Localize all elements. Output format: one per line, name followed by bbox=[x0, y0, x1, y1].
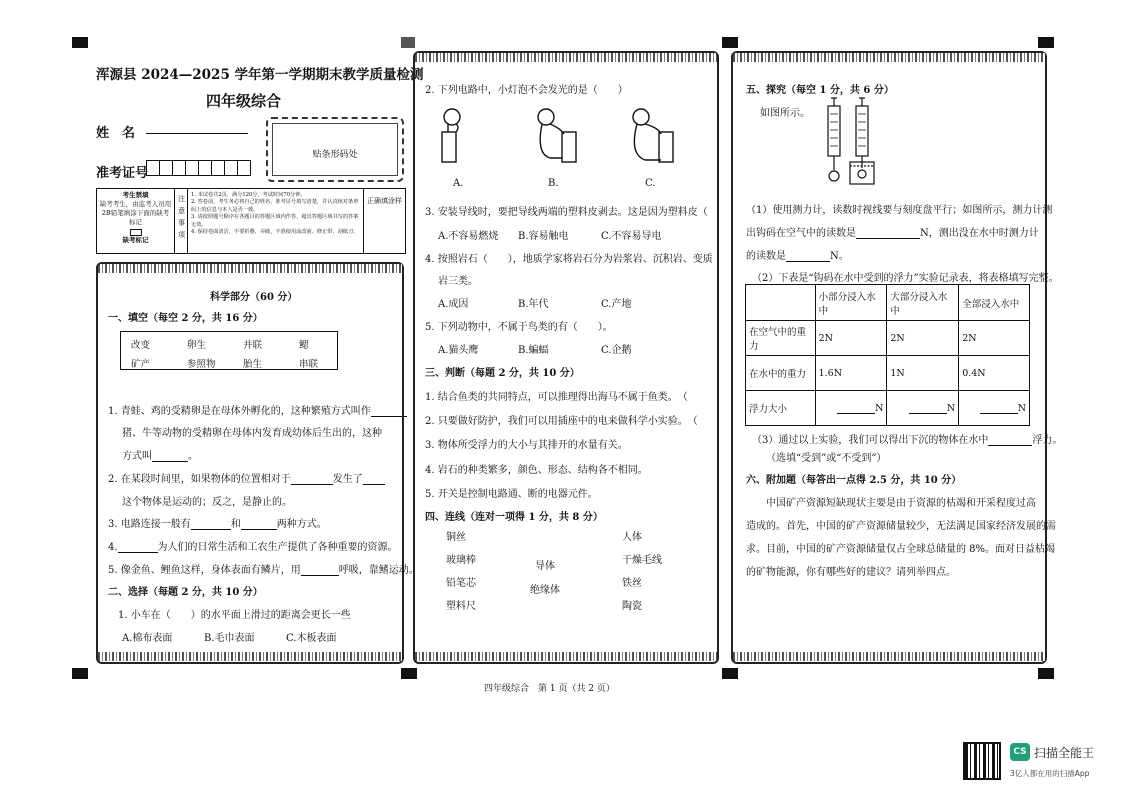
registration-mark bbox=[722, 37, 738, 48]
section-6-heading: 六、附加题（每答出一点得 2.5 分，共 10 分） bbox=[746, 475, 962, 486]
option-a: A.成因 bbox=[438, 299, 469, 310]
rules-list: 1. 本试卷共2页，满分120分，考试时间70分钟。 2. 答卷前，考生务必将自己的姓名、准考证号填写清楚，并认真核对条形码上的信息与本人是否一致。 3. 请按照题号顺序在各题目的答题区域内作答，超出答题区域书写的答案无效。 4. 保持卷面清洁，不要折叠、弄破，不准使用涂改液、修正带、刮纸刀。 bbox=[191, 192, 359, 236]
page-footer: 四年级综合 第 1 页（共 2 页） bbox=[484, 684, 615, 694]
match-right-4: 陶瓷 bbox=[622, 601, 642, 612]
question-1-2-end: 这个物体是运动的；反之，是静止的。 bbox=[122, 497, 292, 508]
buoyancy-table bbox=[745, 284, 1030, 426]
section-5-heading: 五、探究（每空 1 分，共 6 分） bbox=[746, 85, 894, 96]
judge-item-3: 3. 物体所受浮力的大小与其排开的水量有关。 bbox=[425, 440, 628, 451]
judge-item-5: 5. 开关是控制电路通、断的电器元件。 bbox=[425, 489, 598, 500]
bulb-a bbox=[444, 109, 460, 125]
question-2-3: 3. 安装导线时，要把导线两端的塑料皮剥去。这是因为塑料皮（ bbox=[425, 207, 708, 218]
question-5-3-hint: （选填“受到”或“不受到”） bbox=[766, 453, 887, 464]
question-5-1: （1）使用测力计，读数时视线要与刻度盘平行；如图所示，测力计测 bbox=[746, 205, 1053, 216]
barcode-label: 贴条形码处 bbox=[312, 150, 358, 160]
sample-title: 正确填涂样 bbox=[363, 189, 405, 253]
option-a: A.猫头鹰 bbox=[438, 345, 479, 356]
question-1-3: 3. 电路连接一般有 和 两种方式。 bbox=[108, 519, 327, 530]
id-label: 准考证号 bbox=[96, 166, 149, 181]
question-1-1-cont: 猪、牛等动物的受精卵在母体内发育成幼体后生出的，这种 bbox=[122, 428, 382, 439]
question-1-1: 1. 青蛙、鸡的受精卵是在母体外孵化的，这种繁殖方式叫作 bbox=[108, 402, 407, 417]
option-b: B.容易触电 bbox=[518, 231, 569, 242]
registration-mark bbox=[1038, 37, 1054, 48]
extra-question-line: 的矿物能源，你有哪些好的建议？请列举四点。 bbox=[746, 567, 956, 578]
border-hatch bbox=[98, 652, 402, 661]
match-right-2: 干燥毛线 bbox=[622, 555, 662, 566]
answer-blank-cell[interactable]: N bbox=[959, 391, 1030, 426]
scanner-app-name: 扫描全能王 bbox=[1034, 746, 1095, 760]
absent-checkbox[interactable] bbox=[130, 229, 142, 236]
barcode-box bbox=[266, 117, 404, 182]
border-hatch bbox=[415, 652, 717, 661]
qr-code bbox=[963, 742, 1001, 780]
exam-title: 浑源县 2024—2025 学年第一学期期末教学质量检测 bbox=[96, 67, 424, 83]
battery-c bbox=[659, 132, 673, 162]
question-2-4-cont: 岩三类。 bbox=[438, 276, 478, 287]
notice-title: 考生禁填 bbox=[122, 191, 149, 199]
spring-scale-diagram bbox=[820, 94, 890, 194]
border-hatch bbox=[733, 53, 1045, 62]
question-1-2: 2. 在某段时间里，如果物体的位置相对于 发生了 bbox=[108, 470, 385, 485]
option-c: C.不容易导电 bbox=[601, 231, 662, 242]
option-c: C.企鹅 bbox=[601, 345, 632, 356]
scanner-app-tagline: 3亿人都在用的扫描App bbox=[1010, 769, 1090, 778]
match-left-3: 铅笔芯 bbox=[446, 578, 476, 589]
question-2-4: 4. 按照岩石（ ），地质学家将岩石分为岩浆岩、沉积岩、变质 bbox=[425, 254, 713, 265]
registration-mark bbox=[401, 37, 415, 48]
table-row: 在水中的重力 1.6N 1N 0.4N bbox=[746, 356, 1030, 391]
question-5-1-end: 的读数是 N。 bbox=[746, 251, 849, 262]
match-right-1: 人体 bbox=[622, 532, 642, 543]
option-b: B.年代 bbox=[518, 299, 549, 310]
option-b: B. bbox=[548, 178, 559, 189]
section-3-heading: 三、判断（每题 2 分，共 10 分） bbox=[425, 368, 580, 379]
match-middle-1: 导体 bbox=[535, 561, 555, 572]
border-hatch bbox=[415, 53, 717, 62]
question-5-1-cont: 出钩码在空气中的读数是 N，测出没在水中时测力计 bbox=[746, 228, 1039, 239]
notice-box bbox=[96, 188, 406, 254]
match-middle-2: 绝缘体 bbox=[530, 585, 560, 596]
option-c: C.木板表面 bbox=[286, 633, 337, 644]
judge-item-2: 2. 只要做好防护，我们可以用插座中的电来做科学小实验。 （ bbox=[425, 416, 698, 427]
registration-mark bbox=[1038, 668, 1054, 679]
circuit-diagrams bbox=[430, 100, 680, 170]
table-row: 浮力大小 N N N bbox=[746, 391, 1030, 426]
section-1-heading: 一、填空（每空 2 分，共 16 分） bbox=[108, 313, 263, 324]
section-4-heading: 四、连线（连对一项得 1 分，共 8 分） bbox=[425, 512, 603, 523]
question-5-3: （3）通过以上实验，我们可以得出下沉的物体在水中 浮力。 bbox=[752, 435, 1063, 446]
extra-question-line: 中国矿产资源短缺现状主要是由于资源的枯竭和开采程度过高 bbox=[766, 498, 1036, 509]
option-b: B.毛巾表面 bbox=[204, 633, 255, 644]
question-1-1-end: 方式叫 。 bbox=[122, 451, 198, 462]
question-5-2: （2）下表是“钩码在水中受到的浮力”实验记录表，将表格填写完整。 bbox=[752, 273, 1059, 284]
notice-body: 缺考考生，由监考人员用2B铅笔填涂下面的缺考标记 bbox=[99, 200, 172, 226]
extra-question-line: 求。目前，中国的矿产资源储量仅占全球总储量的 8%。面对日益枯竭 bbox=[746, 544, 1056, 555]
registration-mark bbox=[72, 668, 88, 679]
table-row: 在空气中的重力 2N 2N 2N bbox=[746, 321, 1030, 356]
weight-air bbox=[829, 171, 839, 181]
question-2-2: 2. 下列电路中，小灯泡不会发光的是（ ） bbox=[425, 85, 628, 96]
section-2-heading: 二、选择（每题 2 分，共 10 分） bbox=[108, 587, 263, 598]
match-left-4: 塑料尺 bbox=[446, 601, 476, 612]
registration-mark bbox=[401, 668, 417, 679]
battery-a bbox=[442, 132, 456, 162]
match-left-2: 玻璃棒 bbox=[446, 555, 476, 566]
border-hatch bbox=[98, 264, 402, 273]
question-1-4: 4. 为人们的日常生活和工农生产提供了各种重要的资源。 bbox=[108, 542, 398, 553]
section-5-intro: 如图所示。 bbox=[760, 108, 810, 119]
exam-subtitle: 四年级综合 bbox=[206, 92, 282, 110]
name-label: 姓 名 bbox=[96, 126, 136, 141]
option-a: A. bbox=[453, 178, 464, 189]
table-header bbox=[746, 285, 816, 321]
id-boxes[interactable] bbox=[146, 160, 250, 179]
answer-blank-cell[interactable]: N bbox=[887, 391, 959, 426]
word-bank: 改变 卵生 并联 鳃 矿产 参照物 胎生 串联 bbox=[120, 331, 338, 370]
question-1-5: 5. 像金鱼、鲤鱼这样，身体表面有鳞片，用 呼吸，靠鳍运动。 bbox=[108, 565, 419, 576]
spring-scale-water bbox=[856, 106, 868, 156]
option-a: A.棉布表面 bbox=[122, 633, 173, 644]
match-left-1: 铜丝 bbox=[446, 532, 466, 543]
option-c: C.产地 bbox=[601, 299, 632, 310]
judge-item-1: 1. 结合鱼类的共同特点，可以推理得出海马不属于鱼类。 （ bbox=[425, 392, 688, 403]
table-header: 小部分浸入水中 bbox=[815, 285, 887, 321]
bulb-c bbox=[633, 109, 649, 125]
spring-scale-air bbox=[828, 106, 840, 156]
extra-question-line: 造成的。首先，中国的矿产资源储量较少，无法满足国家经济发展的需 bbox=[746, 521, 1056, 532]
answer-blank-cell[interactable]: N bbox=[815, 391, 887, 426]
question-2-1: 1. 小车在（ ）的水平面上滑过的距离会更长一些 bbox=[118, 610, 351, 621]
rules-title: 注意事项 bbox=[176, 189, 188, 253]
match-right-3: 铁丝 bbox=[622, 578, 642, 589]
registration-mark bbox=[72, 37, 88, 48]
science-title: 科学部分（60 分） bbox=[210, 292, 298, 303]
scanner-logo: CS bbox=[1010, 743, 1030, 761]
question-2-5: 5. 下列动物中，不属于鸟类的有（ ）。 bbox=[425, 322, 613, 333]
border-hatch bbox=[733, 652, 1045, 661]
battery-b bbox=[562, 132, 576, 162]
option-b: B.蝙蝠 bbox=[518, 345, 549, 356]
absent-label: 缺考标记 bbox=[122, 236, 149, 244]
table-header: 大部分浸入水中 bbox=[887, 285, 959, 321]
table-header: 全部浸入水中 bbox=[959, 285, 1030, 321]
bulb-b bbox=[538, 109, 554, 125]
registration-mark bbox=[722, 668, 738, 679]
judge-item-4: 4. 岩石的种类繁多，颜色、形态、结构各不相同。 bbox=[425, 465, 648, 476]
option-c: C. bbox=[645, 178, 656, 189]
name-field[interactable] bbox=[146, 133, 248, 134]
option-a: A.不容易燃烧 bbox=[438, 231, 499, 242]
